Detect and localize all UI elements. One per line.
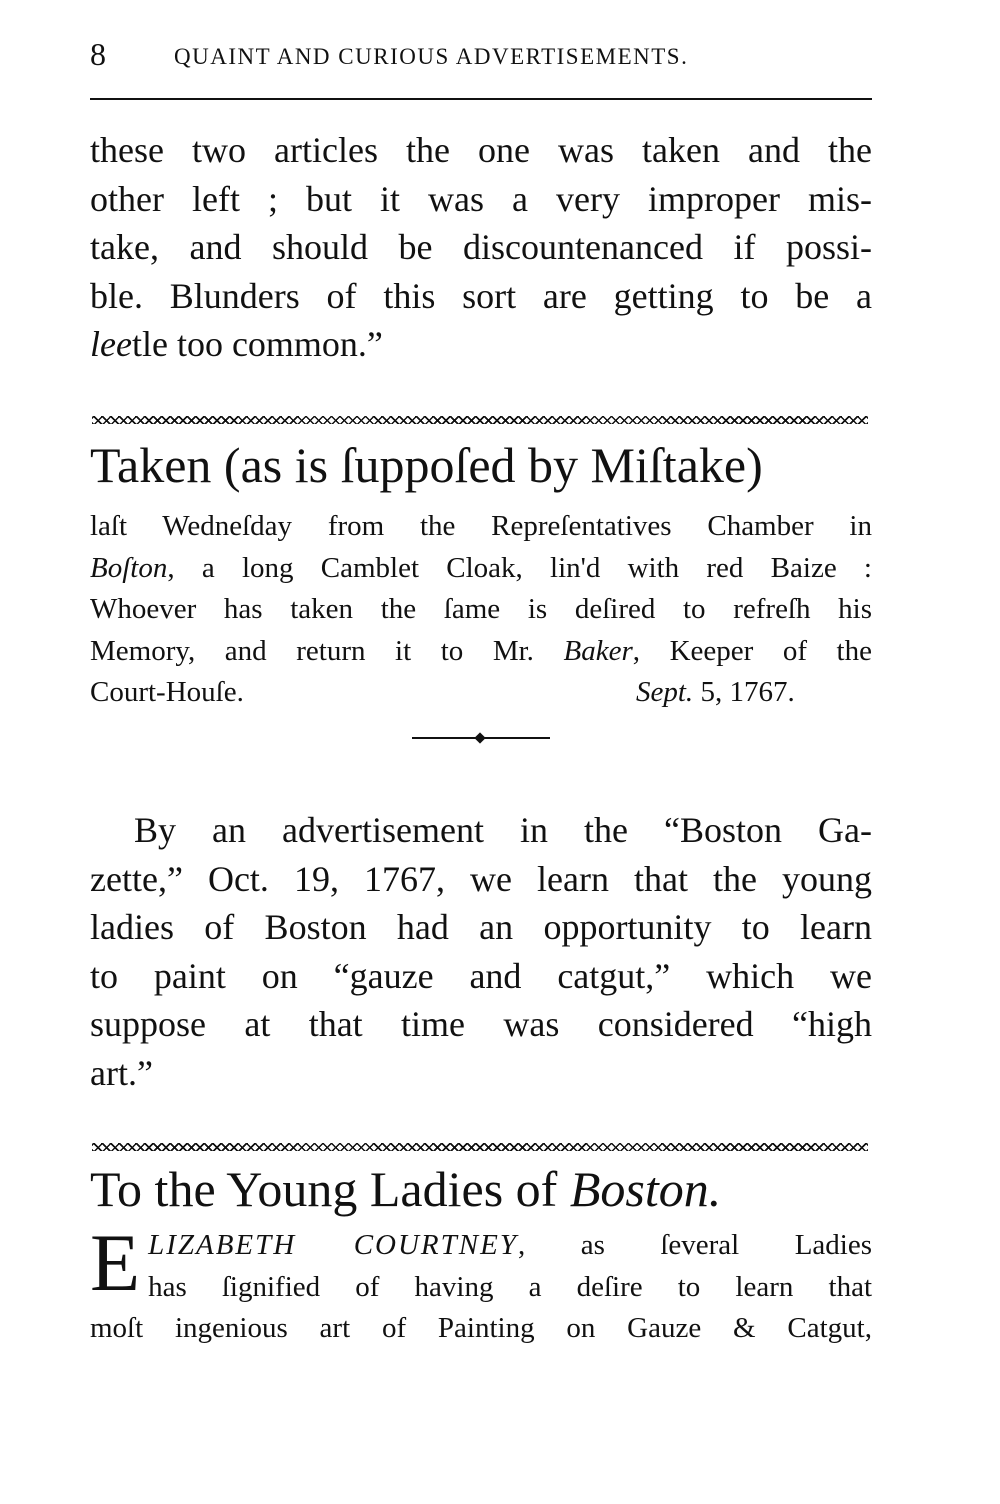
text-fragment: Court-Houſe.	[90, 676, 244, 709]
ad-heading-young-ladies	[90, 1160, 872, 1218]
text-fragment: Memory, and return it to Mr.	[90, 634, 564, 667]
ad-line: Whoever has taken the ſame is deſired to refreſh his	[90, 593, 872, 626]
italic-month: Sept.	[636, 676, 694, 709]
page-number: 8	[90, 36, 106, 72]
text-line: other left ; but it was a very improper mis-	[90, 178, 872, 219]
ad-line	[90, 1225, 872, 1267]
running-head	[90, 36, 872, 76]
ad-line: has ſignified of having a deſire to learn that	[148, 1270, 872, 1303]
italic-word: lee	[90, 324, 132, 364]
dateline	[636, 672, 795, 714]
text-fragment: tle too common.”	[131, 324, 383, 364]
header-rule	[90, 98, 872, 100]
italic-name: LIZABETH COURTNEY	[148, 1229, 518, 1261]
text-line: By an advertisement in the “Boston Ga-	[134, 810, 872, 850]
advertisement-taken	[90, 506, 872, 714]
text-line: zette,” Oct. 19, 1767, we learn that the young	[90, 858, 872, 899]
text-line: these two articles the one was taken and the	[90, 130, 872, 170]
italic-name: Baker	[563, 634, 633, 667]
text-fragment: , Keeper of the	[632, 634, 872, 667]
italic-place: Boston.	[569, 1161, 722, 1217]
text-fragment: , a long Camblet Cloak, lin'd with red Baize :	[167, 551, 872, 584]
ad-line-last	[90, 672, 872, 714]
text-line-last: art.”	[90, 1052, 153, 1093]
rope-divider	[92, 1143, 868, 1151]
drop-cap: E	[90, 1217, 141, 1308]
text-line: to paint on “gauze and catgut,” which we	[90, 955, 872, 996]
text-fragment: , as ſeveral Ladies	[517, 1229, 873, 1261]
paragraph-gazette	[90, 806, 872, 1097]
ornament-divider	[412, 734, 550, 742]
text-line: take, and should be discountenanced if possi-	[90, 227, 872, 267]
text-line-last	[90, 320, 872, 369]
advertisement-courtney	[90, 1217, 873, 1350]
italic-place: Boſton	[90, 551, 168, 584]
ad-line: laſt Wedneſday from the Repreſentatives Chamber in	[90, 510, 872, 542]
ad-line: moſt ingenious art of Painting on Gauze & Catgut,	[90, 1312, 872, 1345]
date-value: 5, 1767.	[693, 676, 795, 709]
text-line: ble. Blunders of this sort are getting to be a	[90, 275, 872, 316]
text-line: suppose at that time was considered “high	[90, 1004, 872, 1044]
ad-line	[90, 548, 872, 590]
continued-paragraph	[90, 126, 872, 369]
text-fragment: To the Young Ladies of	[90, 1161, 570, 1217]
running-title: QUAINT AND CURIOUS ADVERTISEMENTS.	[174, 44, 689, 69]
rope-divider	[92, 416, 868, 424]
text-line: ladies of Boston had an opportunity to learn	[90, 907, 872, 947]
ad-heading-taken: Taken (as is ſuppoſed by Miſtake)	[90, 437, 763, 493]
ad-line	[90, 631, 872, 673]
